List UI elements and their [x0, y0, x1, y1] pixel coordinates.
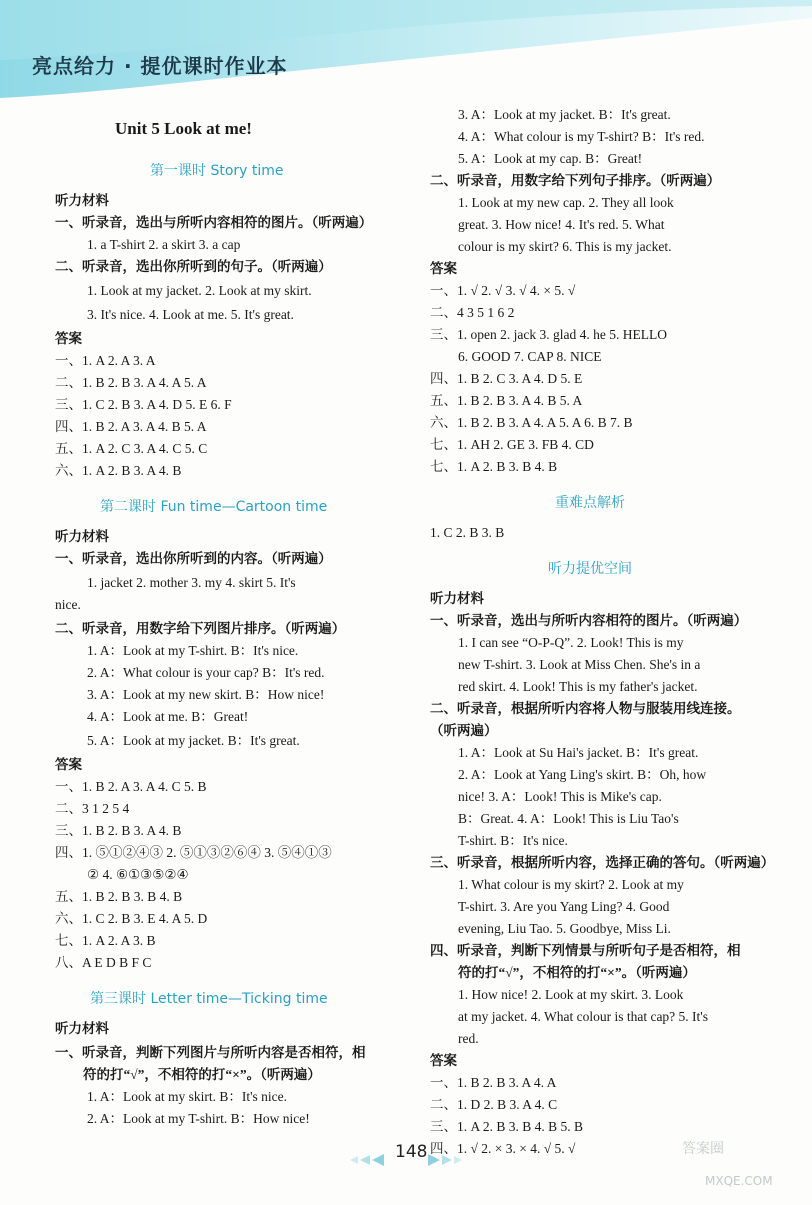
text-line: 5. A：Look at my cap. B：Great!	[458, 151, 643, 166]
section-heading: 第二课时 Fun time—Cartoon time	[100, 499, 328, 515]
text-line: 1. jacket 2. mother 3. my 4. skirt 5. It's	[87, 575, 296, 590]
page-number: 148	[395, 1142, 428, 1162]
text-line: 二、1. D 2. B 3. A 4. C	[430, 1097, 558, 1112]
text-line: 二、听录音，用数字给下列句子排序。（听两遍）	[430, 173, 721, 188]
text-line: 二、听录音，选出你所听到的句子。（听两遍）	[55, 259, 332, 274]
header-banner	[0, 0, 812, 100]
text-line: 二、4 3 5 1 6 2	[430, 305, 515, 320]
text-line: 四、1. √ 2. × 3. × 4. √ 5. √	[430, 1141, 576, 1156]
watermark-logo: 答案圈	[682, 1141, 724, 1157]
text-line: new T-shirt. 3. Look at Miss Chen. She's in a	[458, 657, 701, 672]
text-line: 1. Look at my jacket. 2. Look at my skirt.	[87, 283, 312, 298]
text-line: 听力材料	[55, 529, 109, 544]
section-heading: 重难点解析	[555, 495, 625, 511]
section-heading: 听力提优空间	[548, 561, 632, 577]
text-line: great. 3. How nice! 4. It's red. 5. What	[458, 217, 665, 232]
text-line: 一、听录音，选出与所听内容相符的图片。（听两遍）	[55, 215, 373, 230]
text-line: 3. A：Look at my new skirt. B：How nice!	[87, 687, 325, 702]
text-line: 四、1. ⑤①②④③ 2. ⑤①③②⑥④ 3. ⑤④①③	[55, 845, 332, 860]
text-line: red skirt. 4. Look! This is my father's jacket.	[458, 679, 698, 694]
text-line: 一、听录音，判断下列图片与所听内容是否相符，相	[55, 1045, 366, 1060]
text-line: 5. A：Look at my jacket. B：It's great.	[87, 733, 300, 748]
text-line: 二、听录音，用数字给下列图片排序。（听两遍）	[55, 621, 346, 636]
unit-title: Unit 5 Look at me!	[115, 119, 252, 138]
text-line: 2. A：Look at Yang Ling's skirt. B：Oh, how	[458, 767, 707, 782]
text-line: 1. A：Look at my T-shirt. B：It's nice.	[87, 643, 299, 658]
text-line: 一、1. √ 2. √ 3. √ 4. × 5. √	[430, 283, 576, 298]
text-line: 七、1. AH 2. GE 3. FB 4. CD	[430, 437, 594, 452]
text-line: 听力材料	[55, 1021, 109, 1036]
text-line: 听力材料	[55, 193, 109, 208]
text-line: 七、1. A 2. A 3. B	[55, 933, 156, 948]
watermark-url: MXQE.COM	[705, 1174, 773, 1188]
text-line: 听力材料	[430, 591, 484, 606]
text-line: 1. What colour is my skirt? 2. Look at my	[458, 877, 684, 892]
text-line: evening, Liu Tao. 5. Goodbye, Miss Li.	[458, 921, 671, 936]
text-line: 六、1. B 2. B 3. A 4. A 5. A 6. B 7. B	[430, 415, 633, 430]
text-line: 一、听录音，选出与所听内容相符的图片。（听两遍）	[430, 613, 748, 628]
text-line: 二、3 1 2 5 4	[55, 801, 130, 816]
text-line: 答案	[430, 261, 457, 276]
text-line: 三、1. C 2. B 3. A 4. D 5. E 6. F	[55, 397, 232, 412]
text-line: T-shirt. 3. Are you Yang Ling? 4. Good	[458, 899, 670, 914]
text-line: 1. I can see “O-P-Q”. 2. Look! This is my	[458, 635, 684, 650]
text-line: at my jacket. 4. What colour is that cap? 5. It's	[458, 1009, 708, 1024]
series-title: 亮点给力 · 提优课时作业本	[32, 54, 288, 78]
text-line: 一、1. B 2. A 3. A 4. C 5. B	[55, 779, 207, 794]
text-line: 一、1. B 2. B 3. A 4. A	[430, 1075, 557, 1090]
text-line: 答案	[430, 1053, 457, 1068]
text-line: 五、1. B 2. B 3. B 4. B	[55, 889, 183, 904]
text-line: 八、A E D B F C	[55, 955, 152, 970]
text-line: 4. A：What colour is my T-shirt? B：It's red.	[458, 129, 705, 144]
text-line: 三、听录音，根据所听内容，选择正确的答句。（听两遍）	[430, 855, 775, 870]
text-line: 三、1. B 2. B 3. A 4. B	[55, 823, 182, 838]
text-line: 四、1. B 2. A 3. A 4. B 5. A	[55, 419, 207, 434]
text-line: 三、1. A 2. B 3. B 4. B 5. B	[430, 1119, 584, 1134]
text-line: 3. A：Look at my jacket. B：It's great.	[458, 107, 671, 122]
text-line: 五、1. B 2. B 3. A 4. B 5. A	[430, 393, 583, 408]
text-line: T-shirt. B：It's nice.	[458, 833, 568, 848]
text-line: ② 4. ⑥①③⑤②④	[87, 867, 189, 882]
text-line: 4. A：Look at me. B：Great!	[87, 709, 249, 724]
text-line: colour is my skirt? 6. This is my jacket.	[458, 239, 672, 254]
text-line: 一、听录音，选出你所听到的内容。（听两遍）	[55, 551, 332, 566]
text-line: 四、听录音，判断下列情景与所听句子是否相符，相	[430, 943, 741, 958]
text-line: 3. It's nice. 4. Look at me. 5. It's great.	[87, 307, 294, 322]
text-line: B：Great. 4. A：Look! This is Liu Tao's	[458, 811, 679, 826]
text-line: 1. a T-shirt 2. a skirt 3. a cap	[87, 237, 241, 252]
text-line: 七、1. A 2. B 3. B 4. B	[430, 459, 558, 474]
text-line: 1. C 2. B 3. B	[430, 525, 505, 540]
section-heading: 第三课时 Letter time—Ticking time	[90, 991, 328, 1007]
text-line: 6. GOOD 7. CAP 8. NICE	[458, 349, 602, 364]
text-line: 符的打“√”，不相符的打“×”。（听两遍）	[458, 965, 696, 980]
text-line: nice.	[55, 597, 81, 612]
text-line: 二、听录音，根据所听内容将人物与服装用线连接。	[430, 701, 741, 716]
text-line: 三、1. open 2. jack 3. glad 4. he 5. HELLO	[430, 327, 667, 342]
text-line: 答案	[55, 757, 82, 772]
text-line: 六、1. C 2. B 3. E 4. A 5. D	[55, 911, 208, 926]
text-line: 2. A：Look at my T-shirt. B：How nice!	[87, 1111, 310, 1126]
text-line: nice! 3. A：Look! This is Mike's cap.	[458, 789, 662, 804]
text-line: 一、1. A 2. A 3. A	[55, 353, 156, 368]
text-line: 二、1. B 2. B 3. A 4. A 5. A	[55, 375, 207, 390]
text-line: 答案	[55, 331, 82, 346]
text-line: 四、1. B 2. C 3. A 4. D 5. E	[430, 371, 583, 386]
text-line: 符的打“√”，不相符的打“×”。（听两遍）	[83, 1067, 321, 1082]
text-line: 1. Look at my new cap. 2. They all look	[458, 195, 674, 210]
text-line: red.	[458, 1031, 479, 1046]
text-line: （听两遍）	[430, 723, 498, 738]
section-heading: 第一课时 Story time	[150, 163, 284, 179]
text-line: 2. A：What colour is your cap? B：It's red.	[87, 665, 325, 680]
text-line: 1. A：Look at Su Hai's jacket. B：It's great.	[458, 745, 699, 760]
text-line: 1. How nice! 2. Look at my skirt. 3. Look	[458, 987, 684, 1002]
text-line: 1. A：Look at my skirt. B：It's nice.	[87, 1089, 288, 1104]
text-line: 六、1. A 2. B 3. A 4. B	[55, 463, 182, 478]
text-line: 五、1. A 2. C 3. A 4. C 5. C	[55, 441, 208, 456]
